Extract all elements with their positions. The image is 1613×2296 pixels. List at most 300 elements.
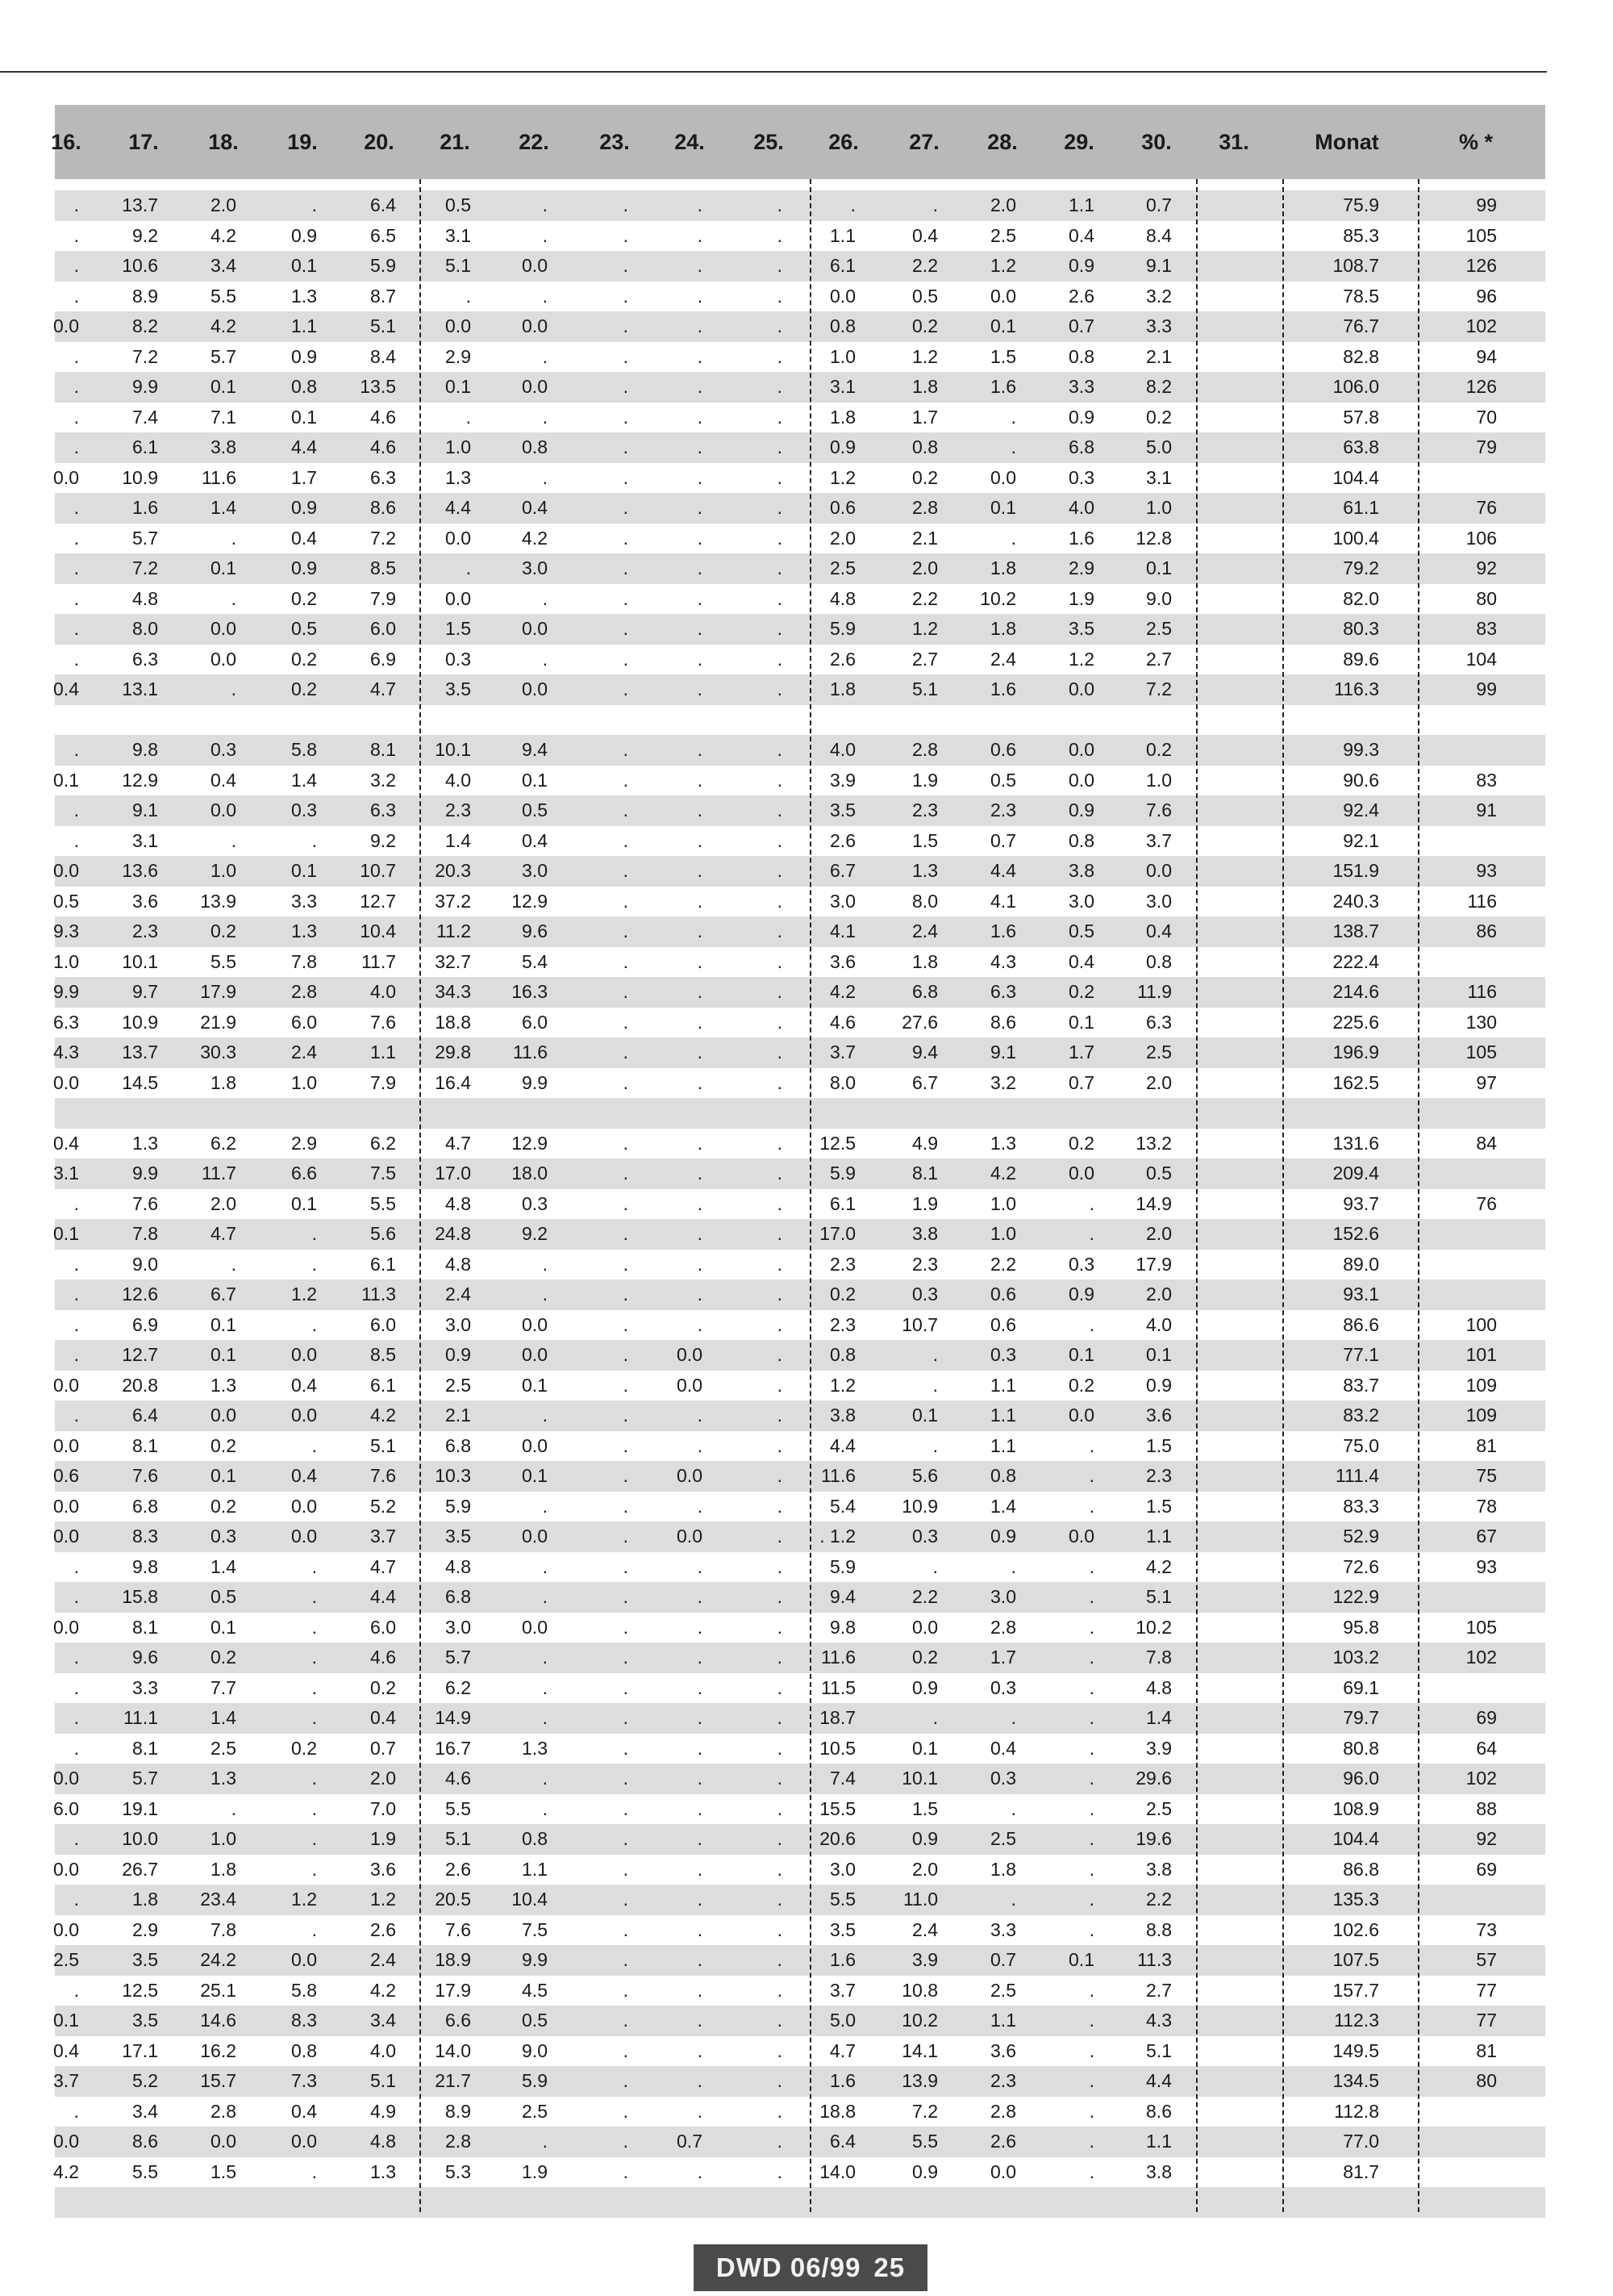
table-cell: 7.8: [210, 1918, 236, 1940]
table-cell: 2.4: [912, 920, 938, 941]
table-cell: [1161, 1824, 1234, 1855]
table-cell: [944, 2187, 1016, 2218]
table-cell: 9.8: [830, 1616, 856, 1638]
table-cell: 6.5: [370, 224, 396, 246]
table-cell: 2.6: [830, 829, 856, 851]
table-cell: 26.7: [122, 1858, 158, 1880]
table-cell: 67: [1476, 1526, 1497, 1547]
table-cell: .: [697, 1707, 702, 1728]
table-cell: 21.7: [435, 2070, 471, 2091]
table-cell: .: [697, 1163, 702, 1183]
table-row: [55, 584, 1545, 615]
column-header: 31.: [1219, 130, 1249, 154]
table-cell: [1161, 1976, 1234, 2006]
table-cell: 9.1: [1146, 255, 1172, 276]
table-cell: 2.0: [1146, 1284, 1172, 1305]
table-cell: 1.9: [912, 1192, 938, 1214]
table-cell: .: [73, 1889, 79, 1910]
table-cell: 7.3: [291, 2070, 317, 2091]
table-cell: 18.0: [511, 1163, 548, 1183]
table-cell: .: [777, 950, 782, 972]
table-cell: .: [777, 1737, 782, 1759]
table-cell: .: [1089, 1737, 1094, 1759]
table-row: [55, 2097, 1545, 2127]
table-cell: 10.4: [360, 920, 396, 941]
table-cell: .: [542, 1405, 548, 1426]
table-cell: .: [542, 587, 548, 609]
table-cell: 96: [1476, 285, 1497, 307]
table-cell: 10.7: [902, 1313, 938, 1335]
table-cell: .: [542, 1495, 548, 1517]
table-cell: 18.7: [819, 1707, 856, 1728]
table-cell: 0.0: [990, 466, 1016, 488]
table-cell: 0.0: [53, 1768, 79, 1789]
table-cell: 96.0: [1343, 1768, 1379, 1789]
table-cell: 0.8: [1069, 345, 1094, 367]
table-cell: 4.0: [370, 2039, 396, 2061]
table-cell: 52.9: [1343, 1526, 1379, 1547]
table-cell: [244, 1098, 317, 1129]
table-cell: 100: [1465, 1313, 1497, 1335]
table-cell: 0.2: [912, 315, 938, 336]
table-cell: 0.9: [291, 557, 317, 578]
table-cell: .: [623, 769, 628, 791]
table-cell: 0.1: [990, 497, 1016, 518]
table-row: [55, 1522, 1545, 1552]
table-cell: .: [777, 769, 782, 791]
table-cell: .: [697, 315, 702, 336]
table-cell: .: [697, 1313, 702, 1335]
table-cell: 1.0: [445, 436, 471, 457]
table-cell: 0.4: [1069, 224, 1094, 246]
table-cell: .: [623, 1949, 628, 1970]
table-cell: 0.0: [1069, 678, 1094, 699]
table-cell: 7.4: [132, 406, 158, 428]
table-cell: [1161, 251, 1234, 282]
table-cell: 1.5: [912, 829, 938, 851]
table-cell: 6.9: [132, 1313, 158, 1335]
table-cell: .: [777, 1132, 782, 1154]
table-cell: 0.0: [445, 315, 471, 336]
table-cell: 2.2: [1146, 1889, 1172, 1910]
table-cell: .: [311, 1434, 317, 1456]
table-cell: 10.2: [1136, 1616, 1172, 1638]
table-cell: 0.1: [522, 1374, 548, 1396]
table-cell: [1161, 1522, 1234, 1552]
table-cell: .: [697, 890, 702, 912]
table-cell: 0.8: [912, 436, 938, 457]
table-cell: 0.9: [990, 1526, 1016, 1547]
table-cell: 4.6: [370, 436, 396, 457]
table-cell: 0.1: [445, 376, 471, 397]
table-cell: 4.2: [53, 2160, 79, 2182]
table-cell: 0.0: [1146, 860, 1172, 881]
table-cell: 2.1: [912, 527, 938, 549]
table-cell: 102: [1465, 1768, 1497, 1789]
table-cell: 1.8: [990, 1858, 1016, 1880]
table-cell: 6.8: [445, 1434, 471, 1456]
table-cell: 162.5: [1332, 1071, 1379, 1093]
table-cell: 1.6: [830, 1949, 856, 1970]
table-cell: 3.7: [53, 2070, 79, 2091]
table-cell: [1424, 1582, 1497, 1613]
table-cell: .: [623, 1223, 628, 1244]
table-cell: .: [850, 194, 856, 215]
table-cell: 57: [1476, 1949, 1497, 1970]
table-cell: .: [623, 1374, 628, 1396]
table-cell: 0.5: [990, 769, 1016, 791]
table-cell: .: [231, 1253, 236, 1275]
table-cell: 10.1: [435, 739, 471, 760]
table-cell: 63.8: [1343, 436, 1379, 457]
table-cell: 3.1: [132, 829, 158, 851]
table-cell: [323, 1098, 396, 1129]
table-cell: 3.5: [445, 678, 471, 699]
table-cell: 209.4: [1332, 1163, 1379, 1183]
table-cell: 9.4: [912, 1042, 938, 1062]
table-cell: 6.3: [370, 466, 396, 488]
table-cell: 0.7: [990, 829, 1016, 851]
table-cell: 7.8: [291, 950, 317, 972]
table-cell: [1424, 735, 1497, 766]
table-cell: .: [1089, 2131, 1094, 2152]
table-cell: [556, 705, 628, 736]
table-cell: .: [777, 2131, 782, 2152]
table-cell: .: [697, 1889, 702, 1910]
table-cell: 0.1: [291, 255, 317, 276]
table-cell: .: [311, 2160, 317, 2182]
table-cell: .: [777, 1676, 782, 1698]
table-cell: 0.0: [53, 1071, 79, 1093]
table-cell: 4.8: [445, 1192, 471, 1214]
table-cell: 1.3: [370, 2160, 396, 2182]
table-row: [55, 1189, 1545, 1220]
table-cell: 1.0: [830, 345, 856, 367]
table-cell: 6.6: [445, 2010, 471, 2031]
table-cell: 0.0: [677, 1465, 702, 1486]
table-cell: 0.1: [291, 1192, 317, 1214]
table-cell: 4.7: [445, 1132, 471, 1154]
table-cell: .: [697, 376, 702, 397]
table-cell: .: [697, 1586, 702, 1607]
table-cell: 0.9: [291, 345, 317, 367]
table-cell: 11.9: [1136, 981, 1172, 1002]
table-cell: 29.6: [1136, 1768, 1172, 1789]
table-cell: 3.7: [830, 1979, 856, 2001]
table-cell: [398, 2187, 471, 2218]
table-cell: 0.0: [522, 1616, 548, 1638]
column-header: 26.: [828, 130, 859, 154]
table-cell: 1.3: [210, 1374, 236, 1396]
table-cell: 14.5: [122, 1071, 158, 1093]
table-cell: 2.5: [1146, 618, 1172, 639]
table-cell: .: [231, 829, 236, 851]
table-cell: .: [623, 497, 628, 518]
table-cell: 5.0: [1146, 436, 1172, 457]
table-cell: 0.2: [291, 1737, 317, 1759]
table-cell: 1.3: [445, 466, 471, 488]
table-cell: 13.9: [902, 2070, 938, 2091]
table-cell: [1161, 1037, 1234, 1068]
table-cell: .: [623, 2131, 628, 2152]
table-cell: 8.6: [990, 1011, 1016, 1033]
table-cell: [1424, 2127, 1497, 2157]
table-row: [55, 1915, 1545, 1946]
table-cell: 93.1: [1343, 1284, 1379, 1305]
table-cell: .: [932, 194, 938, 215]
table-cell: 27.6: [902, 1011, 938, 1033]
table-cell: .: [1089, 2070, 1094, 2091]
table-cell: 1.8: [210, 1071, 236, 1093]
table-cell: 4.1: [830, 920, 856, 941]
table-cell: .: [623, 1313, 628, 1335]
table-cell: 1.6: [132, 497, 158, 518]
table-cell: 0.0: [291, 1344, 317, 1365]
table-cell: [1161, 977, 1234, 1008]
table-cell: .: [777, 890, 782, 912]
column-header: 28.: [987, 130, 1018, 154]
table-cell: 1.2: [291, 1889, 317, 1910]
table-cell: 9.2: [370, 829, 396, 851]
table-cell: [1307, 2187, 1379, 2218]
table-cell: 5.2: [370, 1495, 396, 1517]
table-cell: 3.6: [830, 950, 856, 972]
table-cell: 1.1: [291, 315, 317, 336]
table-cell: 1.4: [210, 497, 236, 518]
table-cell: 0.5: [1069, 920, 1094, 941]
table-cell: 2.4: [445, 1284, 471, 1305]
table-cell: 122.9: [1332, 1586, 1379, 1607]
table-cell: 61.1: [1343, 497, 1379, 518]
table-cell: .: [623, 2100, 628, 2122]
table-cell: 2.0: [830, 527, 856, 549]
table-cell: [1161, 282, 1234, 312]
table-cell: .: [697, 194, 702, 215]
table-cell: 2.3: [912, 1253, 938, 1275]
table-cell: 2.2: [912, 1586, 938, 1607]
table-cell: 5.5: [912, 2131, 938, 2152]
table-cell: 5.1: [370, 2070, 396, 2091]
table-cell: 1.5: [210, 2160, 236, 2182]
table-cell: 1.1: [990, 1405, 1016, 1426]
table-cell: 0.1: [210, 1465, 236, 1486]
table-cell: [1424, 2187, 1497, 2218]
table-cell: 5.9: [830, 618, 856, 639]
table-cell: [6, 1098, 79, 1129]
table-cell: .: [73, 648, 79, 670]
table-cell: 2.0: [210, 194, 236, 215]
table-cell: .: [231, 527, 236, 549]
table-cell: .: [697, 739, 702, 760]
table-cell: .: [777, 981, 782, 1002]
table-cell: [1161, 2157, 1234, 2188]
table-cell: 0.0: [53, 2131, 79, 2152]
table-cell: 3.5: [830, 1918, 856, 1940]
table-cell: 1.1: [370, 1042, 396, 1062]
table-cell: 82.8: [1343, 345, 1379, 367]
table-cell: 7.7: [210, 1676, 236, 1698]
table-cell: [1161, 1915, 1234, 1946]
table-cell: 5.1: [445, 255, 471, 276]
table-row: [55, 1250, 1545, 1280]
table-cell: 9.9: [53, 981, 79, 1002]
table-cell: .: [697, 1676, 702, 1698]
table-cell: [710, 2187, 782, 2218]
table-cell: 1.2: [291, 1284, 317, 1305]
table-cell: [398, 1098, 471, 1129]
table-cell: 6.7: [210, 1284, 236, 1305]
table-cell: 8.0: [830, 1071, 856, 1093]
table-cell: .: [777, 1828, 782, 1849]
table-cell: [1161, 1250, 1234, 1280]
table-cell: 75: [1476, 1465, 1497, 1486]
table-cell: 6.9: [370, 648, 396, 670]
table-cell: 0.0: [53, 1434, 79, 1456]
table-cell: 4.9: [912, 1132, 938, 1154]
table-cell: [1424, 1098, 1497, 1129]
table-cell: 126: [1465, 255, 1497, 276]
table-cell: [1161, 2036, 1234, 2067]
table-cell: 6.1: [132, 436, 158, 457]
table-cell: 2.5: [445, 1374, 471, 1396]
table-cell: .: [777, 1949, 782, 1970]
table-cell: .: [777, 1253, 782, 1275]
table-cell: .: [1089, 1707, 1094, 1728]
table-cell: 3.5: [830, 799, 856, 820]
table-cell: 0.0: [210, 1405, 236, 1426]
table-cell: [6, 705, 79, 736]
table-cell: 6.2: [370, 1132, 396, 1154]
table-cell: 0.2: [291, 678, 317, 699]
table-cell: 1.2: [912, 345, 938, 367]
table-cell: 1.4: [291, 769, 317, 791]
table-cell: .: [697, 285, 702, 307]
table-cell: [783, 1098, 856, 1129]
table-cell: 11.3: [1136, 1949, 1172, 1970]
table-cell: .: [311, 194, 317, 215]
table-cell: [1161, 1219, 1234, 1250]
table-cell: .: [1011, 1707, 1016, 1728]
table-cell: .: [623, 376, 628, 397]
table-cell: 0.7: [1069, 315, 1094, 336]
table-cell: 83: [1476, 618, 1497, 639]
table-cell: .: [777, 1979, 782, 2001]
table-cell: 8.6: [370, 497, 396, 518]
table-cell: .: [465, 557, 471, 578]
table-cell: 13.7: [122, 1042, 158, 1062]
table-cell: 5.6: [912, 1465, 938, 1486]
table-cell: 2.1: [445, 1405, 471, 1426]
table-cell: 3.7: [370, 1526, 396, 1547]
table-cell: 11.7: [361, 950, 396, 972]
table-cell: 5.1: [445, 1828, 471, 1849]
table-cell: 0.5: [445, 194, 471, 215]
table-cell: .: [777, 1918, 782, 1940]
table-cell: 0.4: [912, 224, 938, 246]
table-row: [55, 1703, 1545, 1734]
table-cell: 2.9: [291, 1132, 317, 1154]
table-cell: 12.6: [122, 1284, 158, 1305]
table-cell: 0.1: [990, 315, 1016, 336]
table-cell: 2.3: [990, 799, 1016, 820]
table-cell: 8.9: [132, 285, 158, 307]
table-row: [55, 1613, 1545, 1643]
table-cell: 7.4: [830, 1768, 856, 1789]
table-row: [55, 1492, 1545, 1522]
table-cell: .: [697, 2160, 702, 2182]
table-cell: .: [777, 2070, 782, 2091]
table-cell: [164, 1098, 236, 1129]
table-cell: 0.3: [912, 1284, 938, 1305]
table-cell: .: [73, 1676, 79, 1698]
table-cell: 1.6: [990, 376, 1016, 397]
table-cell: .: [1089, 1586, 1094, 1607]
table-row: [55, 221, 1545, 252]
table-cell: .: [697, 1434, 702, 1456]
table-cell: [1161, 856, 1234, 887]
table-cell: 2.7: [1146, 1979, 1172, 2001]
table-cell: .: [542, 466, 548, 488]
table-cell: 105: [1465, 224, 1497, 246]
table-cell: 2.8: [912, 497, 938, 518]
table-cell: .: [697, 799, 702, 820]
table-cell: 103.2: [1332, 1647, 1379, 1668]
table-cell: 0.4: [53, 1132, 79, 1154]
table-cell: 10.9: [122, 466, 158, 488]
table-cell: 3.7: [1146, 829, 1172, 851]
table-cell: 2.4: [990, 648, 1016, 670]
table-cell: .: [73, 557, 79, 578]
table-cell: [556, 1098, 628, 1129]
table-cell: .: [73, 618, 79, 639]
table-cell: 131.6: [1332, 1132, 1379, 1154]
table-row: [55, 1885, 1545, 1915]
table-cell: .: [623, 1465, 628, 1486]
table-cell: .: [623, 618, 628, 639]
table-cell: 0.2: [912, 1647, 938, 1668]
table-cell: .: [73, 2100, 79, 2122]
table-cell: [244, 2187, 317, 2218]
table-cell: 0.1: [1069, 1949, 1094, 1970]
table-cell: .: [542, 406, 548, 428]
table-cell: 84: [1476, 1132, 1497, 1154]
table-cell: [1161, 705, 1234, 736]
table-cell: 0.4: [522, 829, 548, 851]
table-cell: 2.9: [445, 345, 471, 367]
table-cell: 11.1: [123, 1707, 158, 1728]
table-cell: 3.0: [522, 557, 548, 578]
table-cell: 3.0: [445, 1313, 471, 1335]
table-cell: 1.2: [912, 618, 938, 639]
table-cell: 0.9: [1069, 406, 1094, 428]
table-cell: .: [1089, 1797, 1094, 1819]
table-cell: 0.0: [522, 1313, 548, 1335]
table-cell: 0.0: [912, 1616, 938, 1638]
table-cell: .: [697, 678, 702, 699]
table-cell: [85, 2187, 158, 2218]
table-row: [55, 1673, 1545, 1704]
table-cell: .: [777, 829, 782, 851]
table-cell: 85.3: [1343, 224, 1379, 246]
table-cell: 0.1: [210, 1313, 236, 1335]
table-cell: 1.7: [912, 406, 938, 428]
table-cell: [1161, 1068, 1234, 1099]
table-cell: 1.0: [1146, 497, 1172, 518]
table-cell: 2.4: [912, 1918, 938, 1940]
table-cell: 9.9: [522, 1949, 548, 1970]
table-cell: 3.8: [912, 1223, 938, 1244]
table-cell: .: [311, 1707, 317, 1728]
